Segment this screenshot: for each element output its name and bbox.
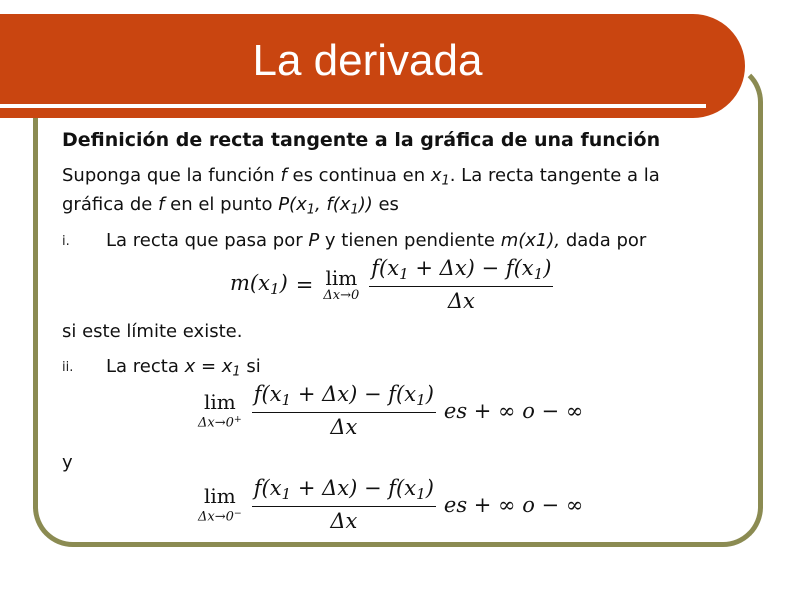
section-heading: Definición de recta tangente a la gráfica de una función	[62, 129, 661, 151]
list-marker-ii: ii.	[62, 360, 74, 375]
limit-operator: lim Δx→0	[323, 265, 360, 303]
intro-line-2: gráfica de f en el punto $P(x_1$, $f(x_1)$) es	[62, 194, 399, 218]
right-limit-operator: lim Δx→0+	[198, 389, 242, 431]
left-limit-formula: lim Δx→0− $\frac{f(x_1 + \Delta x) - f(x_1)}{\Delta x}$ es + ∞ o − ∞	[198, 476, 584, 534]
left-difference-quotient: $\frac{f(x_1 + \Delta x) - f(x_1)}{\Delta x}$	[253, 476, 434, 534]
slide-title: La derivada	[252, 36, 483, 85]
right-difference-quotient: $\frac{f(x_1 + \Delta x) - f(x_1)}{\Delta x}$	[253, 382, 434, 440]
conjunction-y: y	[62, 452, 73, 473]
limit-exists-text: si este límite existe.	[62, 321, 243, 342]
difference-quotient: $\frac{f(x_1 + \Delta x) - f(x_1)}{\Delta x}$	[371, 256, 552, 314]
title-underline	[0, 104, 706, 108]
list-marker-i: i.	[62, 234, 70, 249]
formula-lhs: $m(x_1)$	[230, 271, 288, 299]
item-ii-text: La recta $x = x_1$ si	[106, 356, 261, 380]
left-limit-operator: lim Δx→0−	[198, 483, 242, 525]
intro-line-1: Suponga que la función f es continua en $x_1$. La recta tangente a la	[62, 165, 660, 189]
item-i-text: La recta que pasa por P y tienen pendiente m(x1), dada por	[106, 230, 647, 251]
derivative-formula: $m(x_1)$ = lim Δx→0 $\frac{f(x_1 + \Delta x) - f(x_1)}{\Delta x}$	[230, 256, 552, 314]
right-limit-formula: lim Δx→0+ $\frac{f(x_1 + \Delta x) - f(x_1)}{\Delta x}$ es + ∞ o − ∞	[198, 382, 584, 440]
